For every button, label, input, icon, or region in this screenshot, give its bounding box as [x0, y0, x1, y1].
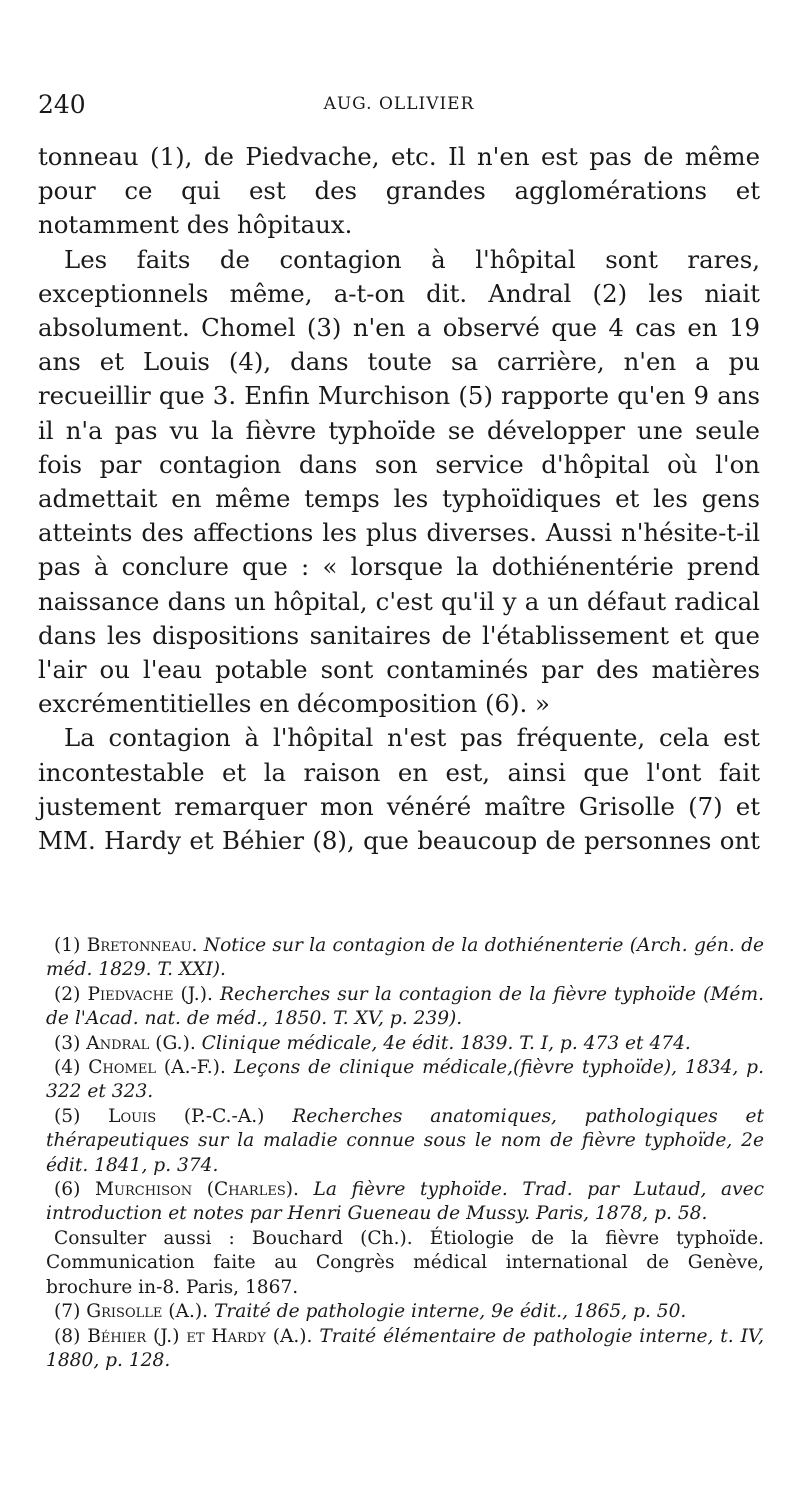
footnote-author: Andral (G.). [86, 1032, 196, 1054]
footnote-author: Béhier (J.) et Hardy (A.). [87, 1325, 313, 1347]
footnote [46, 1227, 764, 1300]
paragraph: tonneau (1), de Piedvache, etc. Il n'en est pas de même pour ce qui est des grandes agglomérations et notamment des hôpitaux. [38, 142, 760, 240]
footnote-author: Chomel (A.-F.). [88, 1057, 226, 1079]
footnote-number: (8) [54, 1325, 81, 1347]
paragraph: Les faits de contagion à l'hôpital sont rares, exceptionnels même, a-t-on dit. Andral (2) les niait absolument. Chomel (3) n'en a observé que 4 cas en 19 ans et Louis (4), dans toute sa carrière, n'en a pu recueillir que 3. Enfin Murchison (5) rapporte qu'en 9 ans il n'a pas vu la fièvre typhoïde se développer une seule fois par contagion dans son service d'hôpital où l'on admettait en même temps les typhoïdiques et les gens atteints des affections les plus diverses. Aussi n'hésite-t-il pas à conclure que : « lorsque la dothiénentérie prend naissance dans un hôpital, c'est qu'il y a un défaut radical dans les dispositions sanitaires de l'établissement et que l'air ou l'eau potable sont contaminés par des matières excrémentitielles en décomposition (6). » [38, 244, 760, 719]
footnote [46, 1056, 764, 1105]
running-head: AUG. OLLIVIER [323, 94, 475, 114]
footnote-author: Murchison (Charles). [94, 1179, 299, 1201]
footnote-citation: Notice sur la contagion de la dothiénenterie (Arch. gén. de méd. 1829. T. XXI). [46, 935, 764, 981]
footnote-number: (2) [54, 983, 81, 1005]
footnote-citation: Recherches anatomiques, pathologiques et thérapeutiques sur la maladie connue sous le nom de fièvre typhoïde, 2e édit. 1841, p. 374. [46, 1105, 764, 1176]
footnote-author: Piedvache (J.). [87, 983, 213, 1005]
footnote-number: (5) [54, 1105, 81, 1127]
footnote-author: Bretonneau. [86, 935, 198, 956]
footnote [46, 1105, 764, 1178]
footnote [46, 1178, 764, 1227]
footnote-number: (6) [54, 1179, 81, 1201]
footnotes [46, 934, 764, 1373]
footnote-number: (7) [54, 1301, 81, 1323]
footnote-number: (1) [54, 935, 81, 956]
footnote [46, 983, 764, 1032]
footnote-citation: Consulter aussi : Bouchard (Ch.). Étiologie de la fièvre typhoïde. Communication faite au Congrès médical international de Genève, brochure in-8. Paris, 1867. [46, 1227, 764, 1298]
footnote-author: Louis (P.-C.-A.) [108, 1105, 265, 1127]
footnote [46, 1300, 764, 1324]
footnote [46, 1032, 764, 1056]
page-number: 240 [38, 90, 86, 119]
main-text [38, 140, 760, 858]
footnote-number: (4) [54, 1057, 81, 1079]
footnote-citation: Traité élémentaire de pathologie interne, t. IV, 1880, p. 128. [46, 1325, 764, 1371]
footnote-author: Grisolle (A.). [86, 1301, 209, 1323]
footnote-number: (3) [54, 1032, 81, 1054]
footnote-citation: Leçons de clinique médicale,(fièvre typhoïde), 1834, p. 322 et 323. [46, 1057, 764, 1103]
footnote [46, 934, 764, 983]
footnote-citation: La fièvre typhoïde. Trad. par Lutaud, avec introduction et notes par Henri Gueneau de Mussy. Paris, 1878, p. 58. [46, 1179, 765, 1225]
paragraph: La contagion à l'hôpital n'est pas fréquente, cela est incontestable et la raison en est, ainsi que l'ont fait justement remarquer mon vénéré maître Grisolle (7) et MM. Hardy et Béhier (8), que beaucoup de personnes ont [38, 723, 760, 856]
footnote-citation: Traité de pathologie interne, 9e édit., 1865, p. 50. [213, 1301, 687, 1323]
footnote [46, 1325, 764, 1374]
footnote-citation: Recherches sur la contagion de la fièvre typhoïde (Mém. de l'Acad. nat. de méd., 1850. T. XV, p. 239). [46, 983, 764, 1030]
footnote-citation: Clinique médicale, 4e édit. 1839. T. I, p. 473 et 474. [201, 1032, 691, 1054]
page-header [38, 90, 760, 124]
